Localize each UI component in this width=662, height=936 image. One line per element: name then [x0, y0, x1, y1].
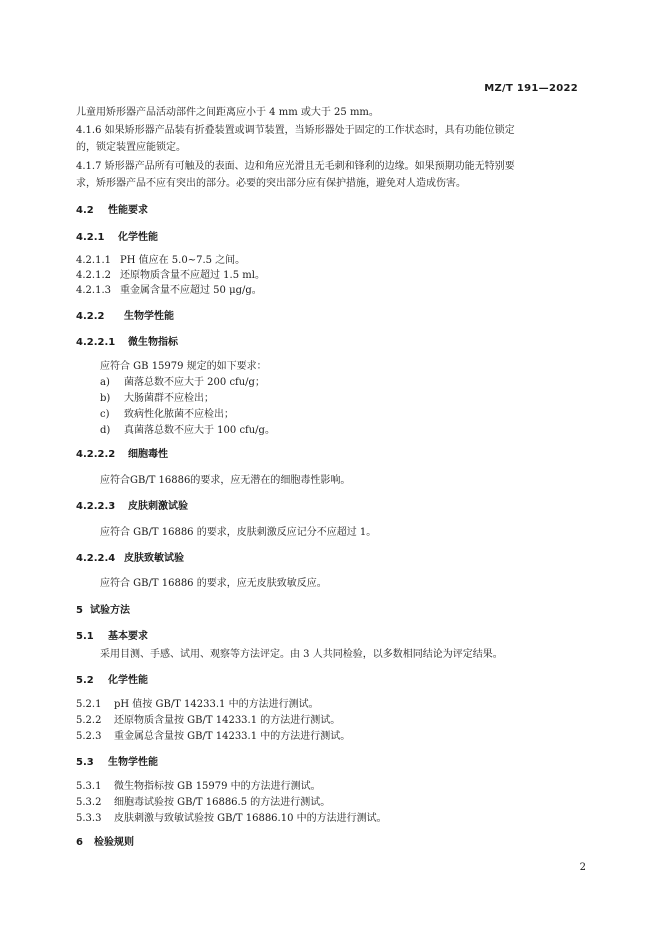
section-heading-4-2-2-2 — [76, 448, 168, 462]
clause-4-2-1-2 — [76, 269, 265, 283]
section-number: 5.3 — [76, 757, 94, 768]
section-title: 皮肤刺激试验 — [128, 501, 188, 512]
clause-5-2-2 — [76, 714, 340, 728]
list-marker: a) — [100, 377, 110, 388]
section-title: 检验规则 — [94, 837, 134, 848]
section-title: 生物学性能 — [108, 757, 158, 768]
clause-text: 还原物质含量按 GB/T 14233.1 的方法进行测试。 — [114, 715, 341, 726]
section-number: 4.2.2.4 — [76, 553, 116, 564]
section-number: 6 — [76, 837, 83, 848]
standard-code: MZ/T 191—2022 — [484, 83, 578, 94]
section-title: 化学性能 — [108, 675, 148, 686]
section-heading-4-2-2 — [76, 310, 174, 324]
section-heading-5 — [76, 604, 130, 618]
body-line: 4.1.6 如果矫形器产品装有折叠装置或调节装置，当矫形器处于固定的工作状态时，具有功能位锁定 — [76, 125, 515, 136]
microbial-intro: 应符合 GB 15979 规定的如下要求： — [100, 361, 267, 372]
list-marker: d) — [100, 425, 111, 436]
clause-text: 细胞毒试验按 GB/T 16886.5 的方法进行测试。 — [114, 797, 331, 808]
clause-text: PH 值应在 5.0~7.5 之间。 — [120, 255, 246, 266]
section-title: 基本要求 — [108, 631, 148, 642]
body-line: 求，矫形器产品不应有突出的部分。必要的突出部分应有保护措施，避免对人造成伤害。 — [76, 178, 466, 189]
clause-number: 4.2.1.1 — [76, 255, 111, 266]
section-number: 4.2.2.2 — [76, 449, 116, 460]
basic-requirements-text: 采用目测、手感、试用、观察等方法评定。由 3 人共同检验，以多数相同结论为评定结果。 — [100, 649, 503, 660]
clause-text: 皮肤刺激与致敏试验按 GB/T 16886.10 中的方法进行测试。 — [114, 813, 387, 824]
clause-number: 5.2.1 — [76, 699, 102, 710]
section-number: 4.2.2 — [76, 311, 105, 322]
section-title: 微生物指标 — [128, 337, 178, 348]
section-title: 生物学性能 — [124, 311, 174, 322]
section-number: 4.2 — [76, 205, 94, 216]
list-item — [100, 424, 275, 438]
section-heading-5-2 — [76, 674, 148, 688]
clause-4-2-1-3 — [76, 284, 262, 298]
clause-number: 5.3.2 — [76, 797, 102, 808]
clause-number: 5.3.3 — [76, 813, 102, 824]
clause-5-2-1 — [76, 698, 319, 712]
clause-text: 微生物指标按 GB 15979 中的方法进行测试。 — [114, 781, 321, 792]
list-text: 大肠菌群不应检出； — [124, 393, 214, 404]
clause-number: 4.2.1.2 — [76, 270, 111, 281]
section-number: 5 — [76, 605, 83, 616]
section-title: 细胞毒性 — [128, 449, 168, 460]
section-title: 皮肤致敏试验 — [124, 553, 184, 564]
section-number: 5.2 — [76, 675, 94, 686]
list-text: 真菌落总数不应大于 100 cfu/g。 — [124, 425, 275, 436]
section-number: 5.1 — [76, 631, 94, 642]
clause-5-3-2 — [76, 796, 330, 810]
body-line: 儿童用矫形器产品活动部件之间距离应小于 4 mm 或大于 25 mm。 — [76, 107, 379, 118]
list-item — [100, 392, 214, 406]
list-item — [100, 408, 234, 422]
list-text: 菌落总数不应大于 200 cfu/g； — [124, 377, 265, 388]
section-number: 4.2.1 — [76, 232, 105, 243]
list-marker: c) — [100, 409, 110, 420]
page-number: 2 — [579, 862, 586, 873]
clause-4-2-1-1 — [76, 254, 245, 268]
section-title: 试验方法 — [90, 605, 130, 616]
clause-number: 5.2.3 — [76, 731, 102, 742]
section-heading-4-2-2-3 — [76, 500, 188, 514]
clause-number: 4.2.1.3 — [76, 285, 111, 296]
list-text: 致病性化脓菌不应检出； — [124, 409, 234, 420]
section-title: 性能要求 — [108, 205, 148, 216]
clause-5-3-3 — [76, 812, 387, 826]
section-heading-4-2-1 — [76, 231, 158, 245]
sensitization-text: 应符合 GB/T 16886 的要求，应无皮肤致敏反应。 — [100, 578, 327, 589]
cytotoxicity-text: 应符合GB/T 16886的要求，应无潜在的细胞毒性影响。 — [100, 475, 351, 486]
clause-number: 5.2.2 — [76, 715, 102, 726]
clause-5-2-3 — [76, 730, 350, 744]
section-heading-5-3 — [76, 756, 158, 770]
section-number: 4.2.2.1 — [76, 337, 116, 348]
section-heading-5-1 — [76, 630, 148, 644]
clause-text: 重金属总含量按 GB/T 14233.1 中的方法进行测试。 — [114, 731, 351, 742]
clause-5-3-1 — [76, 780, 321, 794]
list-marker: b) — [100, 393, 111, 404]
list-item — [100, 376, 265, 390]
body-line: 的，锁定装置应能锁定。 — [76, 142, 186, 153]
clause-number: 5.3.1 — [76, 781, 102, 792]
section-heading-4-2 — [76, 204, 148, 218]
section-heading-4-2-2-4 — [76, 552, 184, 566]
clause-text: 重金属含量不应超过 50 μg/g。 — [120, 285, 262, 296]
body-line: 4.1.7 矫形器产品所有可触及的表面、边和角应光滑且无毛刺和锋利的边缘。如果预期功能无特别要 — [76, 161, 515, 172]
section-title: 化学性能 — [118, 232, 158, 243]
clause-text: pH 值按 GB/T 14233.1 中的方法进行测试。 — [114, 699, 319, 710]
irritation-text: 应符合 GB/T 16886 的要求，皮肤刺激反应记分不应超过 1。 — [100, 527, 377, 538]
section-number: 4.2.2.3 — [76, 501, 116, 512]
section-heading-4-2-2-1 — [76, 336, 178, 350]
clause-text: 还原物质含量不应超过 1.5 ml。 — [120, 270, 265, 281]
section-heading-6 — [76, 836, 134, 850]
